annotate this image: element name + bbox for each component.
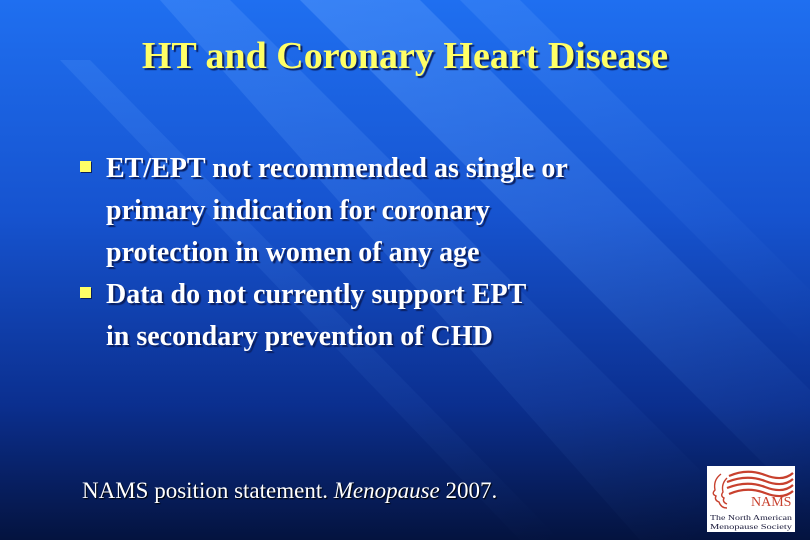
bullet-line: protection in women of any age [106,237,480,268]
logo-wordmark: NAMS [751,495,792,510]
logo-line-1: The North American [710,513,793,522]
bullet-item [78,148,718,274]
bullet-line: ET/EPT not recommended as single or [106,153,568,184]
citation-suffix: 2007. [439,478,498,503]
flag-stripes-icon [727,472,793,496]
bullet-item [78,274,718,358]
citation-prefix: NAMS position statement. [82,478,334,503]
slide-title: HT and Coronary Heart Disease [141,35,669,77]
square-bullet-icon [80,161,91,172]
citation-journal: Menopause [333,478,440,503]
logo-line-2: Menopause Society [710,522,793,531]
square-bullet-icon [80,287,91,298]
nams-logo [707,466,795,532]
profile-faces-icon [713,474,727,508]
citation [82,478,497,504]
bullet-line: primary indication for coronary [106,195,490,226]
bullet-line: Data do not currently support EPT [106,279,527,310]
bullet-list [78,148,718,358]
bullet-line: in secondary prevention of CHD [106,321,493,352]
